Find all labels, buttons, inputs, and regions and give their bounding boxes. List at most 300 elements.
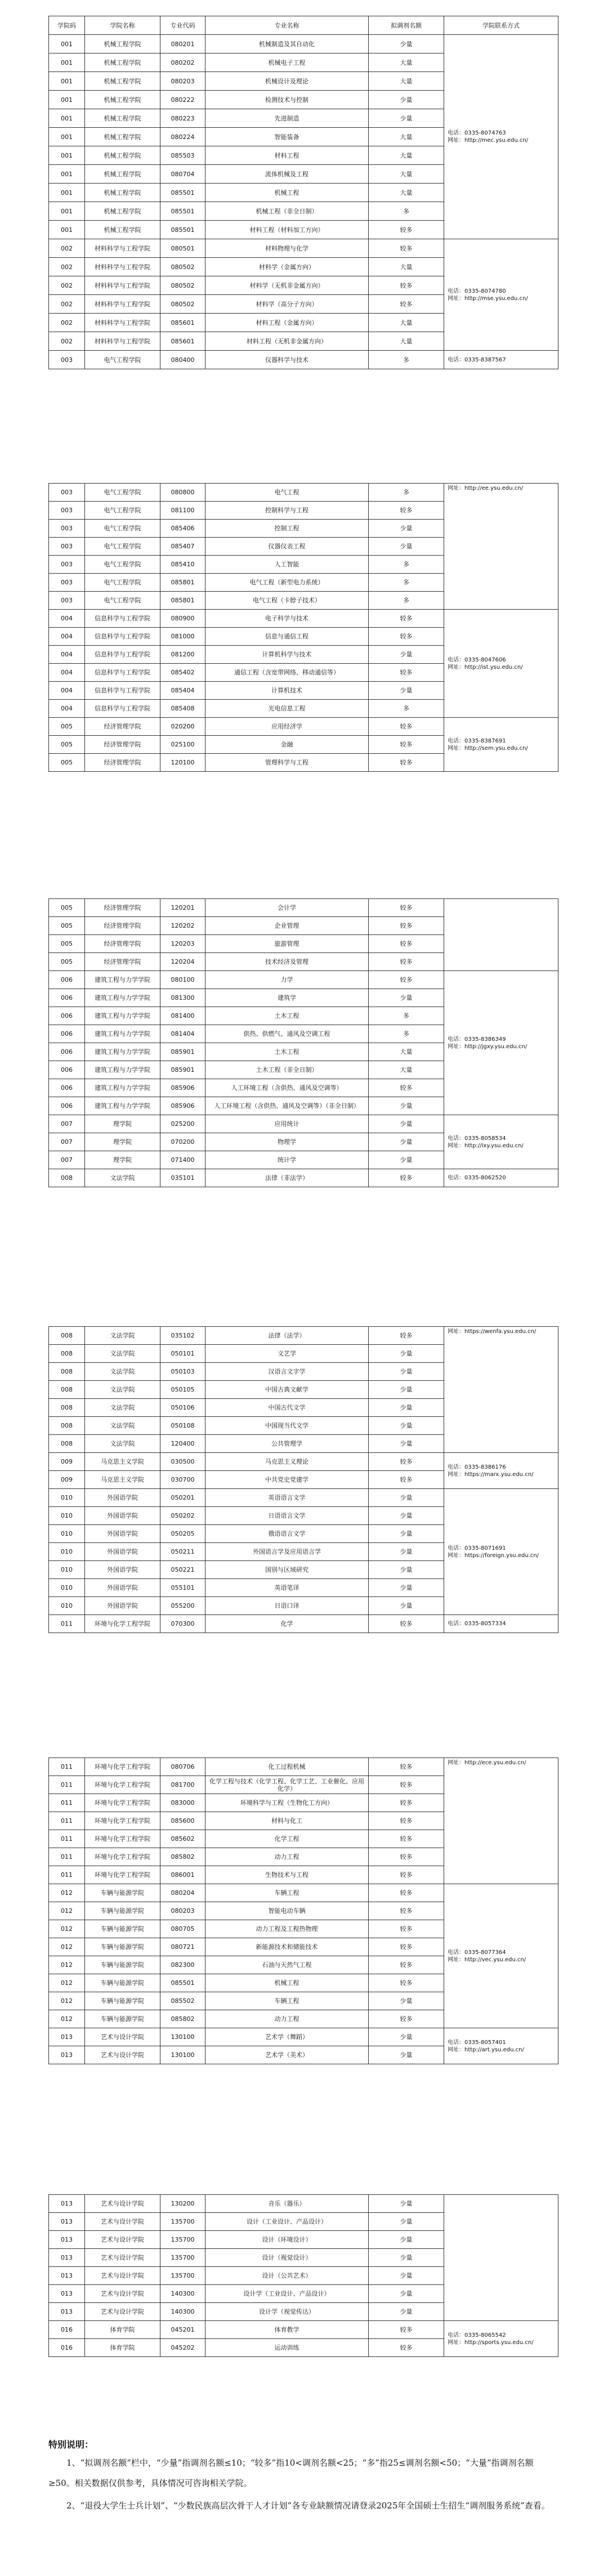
- college-code-cell: 005: [49, 718, 85, 736]
- major-code-cell: 081700: [160, 1776, 205, 1794]
- college-code-cell: 002: [49, 239, 85, 258]
- college-code-cell: 008: [49, 1435, 85, 1453]
- major-name-cell: 力学: [205, 971, 369, 989]
- college-code-cell: 011: [49, 1758, 85, 1776]
- table-row: [49, 1615, 558, 1633]
- college-code-cell: 003: [49, 538, 85, 556]
- college-code-cell: 002: [49, 332, 85, 351]
- major-code-cell: 082300: [160, 1956, 205, 1974]
- demand-cell: 大量: [369, 332, 444, 351]
- college-name-cell: 外国语学院: [85, 1489, 160, 1507]
- demand-cell: 少量: [369, 1363, 444, 1381]
- demand-cell: 较多: [369, 754, 444, 772]
- college-code-cell: 013: [49, 2213, 85, 2231]
- demand-cell: 多: [369, 484, 444, 502]
- college-code-cell: 003: [49, 592, 85, 610]
- major-code-cell: 081400: [160, 1007, 205, 1025]
- major-code-cell: 070200: [160, 1133, 205, 1151]
- demand-cell: 少量: [369, 35, 444, 53]
- contact-line: 网址：http://lxy.ysu.edu.cn/: [448, 1142, 524, 1149]
- major-code-cell: 120201: [160, 899, 205, 917]
- major-code-cell: 130200: [160, 2195, 205, 2213]
- college-name-cell: 车辆与能源学院: [85, 1884, 160, 1902]
- college-code-cell: 005: [49, 917, 85, 935]
- college-name-cell: 车辆与能源学院: [85, 1974, 160, 1992]
- major-name-cell: 检测技术与控制: [205, 91, 369, 109]
- contact-cell: [444, 239, 558, 351]
- college-code-cell: 004: [49, 628, 85, 646]
- college-code-cell: 006: [49, 989, 85, 1007]
- contact-cell: [444, 1489, 558, 1615]
- college-name-cell: 环境与化学工程学院: [85, 1758, 160, 1776]
- college-name-cell: 艺术与设计学院: [85, 2285, 160, 2303]
- college-name-cell: 机械工程学院: [85, 202, 160, 221]
- major-code-cell: 080502: [160, 276, 205, 295]
- college-code-cell: 001: [49, 165, 85, 184]
- demand-cell: 较多: [369, 2010, 444, 2028]
- major-code-cell: 070300: [160, 1615, 205, 1633]
- major-name-cell: 动力工程: [205, 2010, 369, 2028]
- demand-cell: 较多: [369, 736, 444, 754]
- demand-cell: 较多: [369, 1794, 444, 1812]
- demand-cell: 少量: [369, 1151, 444, 1169]
- demand-cell: 较多: [369, 1830, 444, 1848]
- college-code-cell: 007: [49, 1115, 85, 1133]
- college-name-cell: 艺术与设计学院: [85, 2046, 160, 2064]
- demand-cell: 较多: [369, 664, 444, 682]
- college-code-cell: 011: [49, 1866, 85, 1884]
- college-name-cell: 外国语学院: [85, 1561, 160, 1579]
- major-name-cell: 建筑学: [205, 989, 369, 1007]
- demand-cell: 少量: [369, 1133, 444, 1151]
- header-demand: 拟调剂名额: [369, 16, 444, 35]
- major-name-cell: 公共管理学: [205, 1435, 369, 1453]
- college-name-cell: 经济管理学院: [85, 754, 160, 772]
- major-code-cell: 080501: [160, 239, 205, 258]
- college-code-cell: 012: [49, 2010, 85, 2028]
- college-code-cell: 001: [49, 221, 85, 239]
- demand-cell: 较多: [369, 1079, 444, 1097]
- major-name-cell: 外国语言学及应用语言学: [205, 1543, 369, 1561]
- contact-line: 电话：0335-8071691: [448, 1545, 506, 1551]
- college-name-cell: 车辆与能源学院: [85, 1938, 160, 1956]
- college-code-cell: 008: [49, 1327, 85, 1345]
- major-name-cell: 中国现当代文学: [205, 1417, 369, 1435]
- college-name-cell: 文法学院: [85, 1417, 160, 1435]
- major-name-cell: 物理学: [205, 1133, 369, 1151]
- major-code-cell: 080100: [160, 971, 205, 989]
- contact-line: 网址：https://wenfa.ysu.edu.cn/: [448, 1329, 537, 1335]
- major-code-cell: 080800: [160, 484, 205, 502]
- contact-line: 网址：http://vec.ysu.edu.cn/: [448, 1956, 526, 1963]
- contact-cell: [444, 1327, 558, 1453]
- college-code-cell: 002: [49, 258, 85, 276]
- major-name-cell: 石油与天然气工程: [205, 1956, 369, 1974]
- major-name-cell: 会计学: [205, 899, 369, 917]
- college-code-cell: 013: [49, 2195, 85, 2213]
- demand-cell: 大量: [369, 1061, 444, 1079]
- demand-cell: 大量: [369, 146, 444, 165]
- demand-cell: 大量: [369, 258, 444, 276]
- major-name-cell: 机械工程: [205, 184, 369, 202]
- major-code-cell: 085406: [160, 520, 205, 538]
- demand-cell: 少量: [369, 2285, 444, 2303]
- major-code-cell: 085802: [160, 2010, 205, 2028]
- demand-cell: 较多: [369, 917, 444, 935]
- major-code-cell: 025100: [160, 736, 205, 754]
- college-name-cell: 电气工程学院: [85, 556, 160, 574]
- college-name-cell: 车辆与能源学院: [85, 1992, 160, 2010]
- major-name-cell: 智能装备: [205, 128, 369, 146]
- contact-cell: [444, 1453, 558, 1489]
- college-code-cell: 003: [49, 484, 85, 502]
- college-code-cell: 013: [49, 2028, 85, 2046]
- college-name-cell: 建筑工程与力学学院: [85, 1025, 160, 1043]
- major-code-cell: 085906: [160, 1079, 205, 1097]
- college-code-cell: 012: [49, 1902, 85, 1920]
- college-code-cell: 006: [49, 971, 85, 989]
- demand-cell: 较多: [369, 2339, 444, 2357]
- contact-line: 电话：0335-8387567: [448, 356, 506, 363]
- demand-cell: 较多: [369, 1169, 444, 1187]
- college-name-cell: 电气工程学院: [85, 592, 160, 610]
- major-code-cell: 030700: [160, 1471, 205, 1489]
- college-code-cell: 007: [49, 1151, 85, 1169]
- major-code-cell: 085404: [160, 682, 205, 700]
- major-code-cell: 030500: [160, 1453, 205, 1471]
- college-name-cell: 电气工程学院: [85, 520, 160, 538]
- college-name-cell: 建筑工程与力学学院: [85, 1097, 160, 1115]
- college-code-cell: 005: [49, 953, 85, 971]
- note-paragraph-1: 1、“拟调剂名额”栏中，“少量”指调剂名额≤10；“较多”指10<调剂名额<25；“多”指25≤调剂名额<50；“大量”指调剂名额≥50。相关数据仅供参考，具体情况可咨询相关学院。: [48, 2458, 534, 2488]
- college-code-cell: 010: [49, 1507, 85, 1525]
- college-code-cell: 004: [49, 610, 85, 628]
- demand-cell: 少量: [369, 2046, 444, 2064]
- college-name-cell: 理学院: [85, 1151, 160, 1169]
- adjustment-table: [48, 16, 558, 369]
- table-row: [49, 35, 558, 53]
- college-code-cell: 016: [49, 2339, 85, 2357]
- major-name-cell: 设计（公共艺术）: [205, 2267, 369, 2285]
- major-name-cell: 信息与通信工程: [205, 628, 369, 646]
- notes-title: 特别说明：: [48, 2439, 94, 2450]
- demand-cell: 较多: [369, 610, 444, 628]
- major-name-cell: 人工环境工程（含供热、通风及空调等）（非全日制）: [205, 1097, 369, 1115]
- college-name-cell: 建筑工程与力学学院: [85, 971, 160, 989]
- contact-cell: [444, 484, 558, 610]
- demand-cell: 较多: [369, 718, 444, 736]
- college-name-cell: 艺术与设计学院: [85, 2249, 160, 2267]
- table-row: [49, 1884, 558, 1902]
- college-name-cell: 环境与化学工程学院: [85, 1848, 160, 1866]
- major-name-cell: 仪器仪表工程: [205, 538, 369, 556]
- demand-cell: 少量: [369, 2231, 444, 2249]
- header-college: 学院名称: [85, 16, 160, 35]
- major-code-cell: 045201: [160, 2321, 205, 2339]
- demand-cell: 较多: [369, 1884, 444, 1902]
- college-name-cell: 建筑工程与力学学院: [85, 1079, 160, 1097]
- major-name-cell: 设计学（工业设计、产品设计）: [205, 2285, 369, 2303]
- demand-cell: 少量: [369, 91, 444, 109]
- demand-cell: 大量: [369, 53, 444, 72]
- major-name-cell: 英语笔译: [205, 1579, 369, 1597]
- college-code-cell: 016: [49, 2321, 85, 2339]
- college-code-cell: 011: [49, 1615, 85, 1633]
- major-code-cell: 055200: [160, 1597, 205, 1615]
- major-code-cell: 120204: [160, 953, 205, 971]
- major-code-cell: 135700: [160, 2249, 205, 2267]
- college-code-cell: 005: [49, 736, 85, 754]
- major-name-cell: 中国古典文献学: [205, 1381, 369, 1399]
- contact-line: 电话：0335-8058534: [448, 1135, 506, 1142]
- college-name-cell: 理学院: [85, 1115, 160, 1133]
- major-name-cell: 车辆工程: [205, 1992, 369, 2010]
- contact-cell: [444, 351, 558, 369]
- contact-line: 网址：https://marx.ysu.edu.cn/: [448, 1471, 534, 1478]
- major-name-cell: 土木工程（非全日制）: [205, 1061, 369, 1079]
- college-name-cell: 环境与化学工程学院: [85, 1866, 160, 1884]
- major-code-cell: 085408: [160, 700, 205, 718]
- college-code-cell: 005: [49, 899, 85, 917]
- college-code-cell: 011: [49, 1776, 85, 1794]
- major-code-cell: 085901: [160, 1043, 205, 1061]
- college-code-cell: 011: [49, 1848, 85, 1866]
- demand-cell: 多: [369, 592, 444, 610]
- header-code: 学院码: [49, 16, 85, 35]
- college-name-cell: 信息科学与工程学院: [85, 628, 160, 646]
- major-name-cell: 材料学（金属方向）: [205, 258, 369, 276]
- college-name-cell: 外国语学院: [85, 1579, 160, 1597]
- major-name-cell: 材料工程: [205, 146, 369, 165]
- major-name-cell: 汉语言文字学: [205, 1363, 369, 1381]
- college-code-cell: 010: [49, 1489, 85, 1507]
- major-code-cell: 135700: [160, 2231, 205, 2249]
- adjustment-table: [48, 898, 558, 1187]
- college-code-cell: 001: [49, 91, 85, 109]
- college-name-cell: 材料科学与工程学院: [85, 332, 160, 351]
- demand-cell: 少量: [369, 1381, 444, 1399]
- college-name-cell: 环境与化学工程学院: [85, 1812, 160, 1830]
- major-code-cell: 080224: [160, 128, 205, 146]
- table-row: [49, 1115, 558, 1133]
- major-name-cell: 材料工程（材料加工方向）: [205, 221, 369, 239]
- header-contact: 学院联系方式: [444, 16, 558, 35]
- major-code-cell: 050202: [160, 1507, 205, 1525]
- college-name-cell: 环境与化学工程学院: [85, 1830, 160, 1848]
- table-page-4: [48, 1326, 558, 1633]
- major-code-cell: 080704: [160, 165, 205, 184]
- contact-line: 网址：http://ist.ysu.edu.cn/: [448, 664, 523, 670]
- college-code-cell: 009: [49, 1453, 85, 1471]
- table-row: [49, 1758, 558, 1776]
- major-name-cell: 艺术学（美术）: [205, 2046, 369, 2064]
- college-name-cell: 文法学院: [85, 1399, 160, 1417]
- major-name-cell: 旅游管理: [205, 935, 369, 953]
- major-name-cell: 马克思主义理论: [205, 1453, 369, 1471]
- college-code-cell: 011: [49, 1794, 85, 1812]
- college-name-cell: 车辆与能源学院: [85, 1920, 160, 1938]
- major-name-cell: 机械制造及其自动化: [205, 35, 369, 53]
- college-code-cell: 004: [49, 700, 85, 718]
- major-code-cell: 050108: [160, 1417, 205, 1435]
- college-name-cell: 机械工程学院: [85, 91, 160, 109]
- demand-cell: 大量: [369, 72, 444, 91]
- contact-line: 电话：0335-8057401: [448, 2039, 506, 2046]
- college-name-cell: 车辆与能源学院: [85, 2010, 160, 2028]
- major-name-cell: 运动训练: [205, 2339, 369, 2357]
- college-code-cell: 008: [49, 1169, 85, 1187]
- college-name-cell: 艺术与设计学院: [85, 2028, 160, 2046]
- major-code-cell: 085601: [160, 332, 205, 351]
- contact-cell: [444, 2028, 558, 2064]
- contact-cell: [444, 1115, 558, 1169]
- college-name-cell: 文法学院: [85, 1363, 160, 1381]
- demand-cell: 多: [369, 1007, 444, 1025]
- major-name-cell: 电子科学与技术: [205, 610, 369, 628]
- table-page-2: [48, 483, 558, 772]
- demand-cell: 较多: [369, 1956, 444, 1974]
- major-name-cell: 电气工程（新型电力系统）: [205, 574, 369, 592]
- major-code-cell: 080223: [160, 109, 205, 128]
- demand-cell: 少量: [369, 1507, 444, 1525]
- demand-cell: 较多: [369, 1938, 444, 1956]
- major-name-cell: 人工环境工程（含供热、通风及空调等）: [205, 1079, 369, 1097]
- major-code-cell: 085501: [160, 221, 205, 239]
- contact-cell: [444, 899, 558, 971]
- major-name-cell: 金融: [205, 736, 369, 754]
- demand-cell: 少量: [369, 682, 444, 700]
- college-name-cell: 文法学院: [85, 1435, 160, 1453]
- college-name-cell: 建筑工程与力学学院: [85, 1007, 160, 1025]
- college-name-cell: 信息科学与工程学院: [85, 682, 160, 700]
- college-code-cell: 009: [49, 1471, 85, 1489]
- demand-cell: 较多: [369, 295, 444, 314]
- college-name-cell: 艺术与设计学院: [85, 2195, 160, 2213]
- header-major-code: 专业代码: [160, 16, 205, 35]
- demand-cell: 较多: [369, 502, 444, 520]
- college-name-cell: 机械工程学院: [85, 165, 160, 184]
- major-code-cell: 085906: [160, 1097, 205, 1115]
- major-name-cell: 技术经济及管理: [205, 953, 369, 971]
- college-code-cell: 004: [49, 682, 85, 700]
- college-name-cell: 经济管理学院: [85, 935, 160, 953]
- college-name-cell: 机械工程学院: [85, 53, 160, 72]
- major-name-cell: 材料学（高分子方向）: [205, 295, 369, 314]
- college-name-cell: 机械工程学院: [85, 35, 160, 53]
- demand-cell: 较多: [369, 1453, 444, 1471]
- demand-cell: 少量: [369, 1417, 444, 1435]
- college-code-cell: 010: [49, 1543, 85, 1561]
- major-name-cell: 日语语言文学: [205, 1507, 369, 1525]
- demand-cell: 少量: [369, 2267, 444, 2285]
- college-code-cell: 008: [49, 1363, 85, 1381]
- table-row: [49, 1327, 558, 1345]
- demand-cell: 大量: [369, 184, 444, 202]
- demand-cell: 较多: [369, 1758, 444, 1776]
- college-name-cell: 信息科学与工程学院: [85, 700, 160, 718]
- college-name-cell: 艺术与设计学院: [85, 2303, 160, 2321]
- college-code-cell: 010: [49, 1525, 85, 1543]
- major-code-cell: 140300: [160, 2285, 205, 2303]
- college-name-cell: 外国语学院: [85, 1597, 160, 1615]
- table-row: [49, 1169, 558, 1187]
- adjustment-table: [48, 1326, 558, 1633]
- college-name-cell: 材料科学与工程学院: [85, 258, 160, 276]
- college-code-cell: 010: [49, 1561, 85, 1579]
- college-name-cell: 艺术与设计学院: [85, 2267, 160, 2285]
- demand-cell: 少量: [369, 1097, 444, 1115]
- college-name-cell: 材料科学与工程学院: [85, 314, 160, 332]
- contact-cell: [444, 971, 558, 1115]
- major-code-cell: 080203: [160, 72, 205, 91]
- contact-line: 电话：0335-8386176: [448, 1464, 506, 1470]
- major-code-cell: 050201: [160, 1489, 205, 1507]
- major-name-cell: 动力工程: [205, 1848, 369, 1866]
- college-name-cell: 信息科学与工程学院: [85, 610, 160, 628]
- college-name-cell: 马克思主义学院: [85, 1453, 160, 1471]
- major-code-cell: 085901: [160, 1061, 205, 1079]
- table-page-5: [48, 1757, 558, 2064]
- college-code-cell: 013: [49, 2249, 85, 2267]
- major-name-cell: 音乐（器乐）: [205, 2195, 369, 2213]
- demand-cell: 少量: [369, 2249, 444, 2267]
- demand-cell: 较多: [369, 239, 444, 258]
- major-name-cell: 环境科学与工程（生物化工方向）: [205, 1794, 369, 1812]
- major-code-cell: 050221: [160, 1561, 205, 1579]
- major-code-cell: 130100: [160, 2028, 205, 2046]
- major-name-cell: 动力工程及工程热物理: [205, 1920, 369, 1938]
- major-name-cell: 电气工程: [205, 484, 369, 502]
- college-name-cell: 信息科学与工程学院: [85, 664, 160, 682]
- major-code-cell: 080201: [160, 35, 205, 53]
- college-code-cell: 010: [49, 1597, 85, 1615]
- demand-cell: 少量: [369, 1992, 444, 2010]
- demand-cell: 少量: [369, 2195, 444, 2213]
- college-name-cell: 电气工程学院: [85, 538, 160, 556]
- major-code-cell: 050105: [160, 1381, 205, 1399]
- college-code-cell: 012: [49, 1956, 85, 1974]
- major-name-cell: 电气工程（卡脖子技术）: [205, 592, 369, 610]
- major-name-cell: 控制工程: [205, 520, 369, 538]
- table-row: [49, 1489, 558, 1507]
- college-code-cell: 013: [49, 2303, 85, 2321]
- contact-line: 网址：http://sports.ysu.edu.cn/: [448, 2339, 534, 2346]
- demand-cell: 较多: [369, 1615, 444, 1633]
- major-name-cell: 机械工程: [205, 1974, 369, 1992]
- major-code-cell: 120100: [160, 754, 205, 772]
- contact-line: 网址：http://ece.ysu.edu.cn/: [448, 1760, 526, 1766]
- major-code-cell: 085600: [160, 1812, 205, 1830]
- contact-line: 网址：http://art.ysu.edu.cn/: [448, 2046, 524, 2053]
- college-name-cell: 文法学院: [85, 1169, 160, 1187]
- table-row: [49, 2195, 558, 2213]
- demand-cell: 较多: [369, 953, 444, 971]
- major-code-cell: 080203: [160, 1902, 205, 1920]
- college-name-cell: 材料科学与工程学院: [85, 295, 160, 314]
- demand-cell: 少量: [369, 989, 444, 1007]
- major-code-cell: 085602: [160, 1830, 205, 1848]
- major-code-cell: 085410: [160, 556, 205, 574]
- major-code-cell: 085601: [160, 314, 205, 332]
- college-name-cell: 电气工程学院: [85, 574, 160, 592]
- major-code-cell: 085801: [160, 574, 205, 592]
- college-code-cell: 012: [49, 1974, 85, 1992]
- major-code-cell: 135700: [160, 2267, 205, 2285]
- table-row: [49, 2028, 558, 2046]
- college-name-cell: 外国语学院: [85, 1543, 160, 1561]
- adjustment-table: [48, 483, 558, 772]
- major-name-cell: 材料工程（无机非金属方向）: [205, 332, 369, 351]
